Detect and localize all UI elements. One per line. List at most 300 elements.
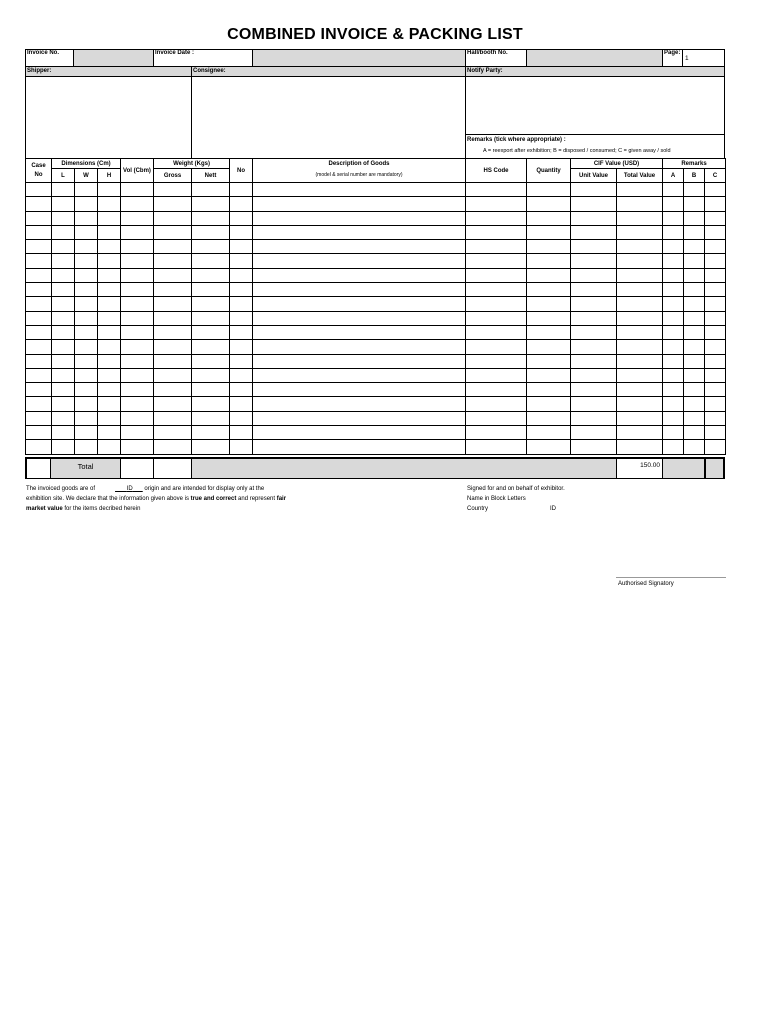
table-cell[interactable] [192,383,230,397]
table-cell[interactable] [705,183,726,197]
table-cell[interactable] [75,325,98,339]
table-cell[interactable] [75,411,98,425]
table-cell[interactable] [154,183,192,197]
table-cell[interactable] [75,426,98,440]
table-cell[interactable] [52,368,75,382]
table-cell[interactable] [253,325,466,339]
table-cell[interactable] [705,254,726,268]
table-cell[interactable] [663,354,684,368]
table-cell[interactable] [98,283,121,297]
table-cell[interactable] [253,197,466,211]
table-cell[interactable] [52,411,75,425]
table-cell[interactable] [26,197,52,211]
table-cell[interactable] [26,440,52,454]
table-cell[interactable] [154,254,192,268]
table-cell[interactable] [26,383,52,397]
table-cell[interactable] [26,225,52,239]
table-cell[interactable] [230,225,253,239]
table-cell[interactable] [617,240,663,254]
table-cell[interactable] [253,354,466,368]
table-cell[interactable] [617,368,663,382]
table-cell[interactable] [253,268,466,282]
table-cell[interactable] [466,426,527,440]
table-cell[interactable] [52,283,75,297]
table-cell[interactable] [684,283,705,297]
table-cell[interactable] [617,283,663,297]
table-cell[interactable] [192,211,230,225]
table-cell[interactable] [527,254,571,268]
table-cell[interactable] [253,283,466,297]
table-cell[interactable] [705,325,726,339]
table-cell[interactable] [52,254,75,268]
table-cell[interactable] [154,426,192,440]
table-cell[interactable] [98,426,121,440]
table-cell[interactable] [684,426,705,440]
table-cell[interactable] [466,383,527,397]
table-cell[interactable] [527,354,571,368]
table-cell[interactable] [98,183,121,197]
table-cell[interactable] [98,440,121,454]
table-cell[interactable] [527,225,571,239]
table-cell[interactable] [684,383,705,397]
table-cell[interactable] [230,311,253,325]
table-cell[interactable] [705,354,726,368]
table-cell[interactable] [98,354,121,368]
table-cell[interactable] [75,440,98,454]
table-cell[interactable] [705,268,726,282]
table-cell[interactable] [98,311,121,325]
table-cell[interactable] [527,440,571,454]
table-cell[interactable] [705,197,726,211]
table-cell[interactable] [230,426,253,440]
table-cell[interactable] [253,254,466,268]
table-cell[interactable] [663,325,684,339]
shipper-field[interactable] [26,77,191,158]
table-cell[interactable] [52,225,75,239]
table-cell[interactable] [121,283,154,297]
table-cell[interactable] [192,297,230,311]
table-cell[interactable] [154,368,192,382]
table-cell[interactable] [571,254,617,268]
table-cell[interactable] [192,197,230,211]
table-cell[interactable] [663,268,684,282]
table-cell[interactable] [192,183,230,197]
table-cell[interactable] [26,426,52,440]
table-cell[interactable] [527,283,571,297]
table-cell[interactable] [527,411,571,425]
table-cell[interactable] [26,183,52,197]
table-cell[interactable] [617,383,663,397]
table-cell[interactable] [466,268,527,282]
table-cell[interactable] [466,311,527,325]
table-cell[interactable] [571,183,617,197]
table-cell[interactable] [230,211,253,225]
table-cell[interactable] [154,440,192,454]
table-cell[interactable] [52,426,75,440]
table-cell[interactable] [253,340,466,354]
table-cell[interactable] [154,325,192,339]
table-cell[interactable] [663,283,684,297]
table-cell[interactable] [571,283,617,297]
table-cell[interactable] [52,354,75,368]
table-cell[interactable] [121,354,154,368]
invoice-no-field[interactable] [74,50,153,66]
table-cell[interactable] [98,211,121,225]
table-cell[interactable] [75,254,98,268]
table-cell[interactable] [192,340,230,354]
table-cell[interactable] [154,354,192,368]
table-cell[interactable] [121,325,154,339]
table-cell[interactable] [52,397,75,411]
table-cell[interactable] [705,397,726,411]
table-cell[interactable] [527,240,571,254]
table-cell[interactable] [617,211,663,225]
table-cell[interactable] [154,311,192,325]
table-cell[interactable] [571,311,617,325]
table-cell[interactable] [684,411,705,425]
table-cell[interactable] [663,440,684,454]
table-cell[interactable] [98,340,121,354]
table-cell[interactable] [121,397,154,411]
table-cell[interactable] [617,411,663,425]
table-cell[interactable] [684,368,705,382]
table-cell[interactable] [684,440,705,454]
table-cell[interactable] [230,354,253,368]
table-cell[interactable] [527,383,571,397]
table-cell[interactable] [663,254,684,268]
table-cell[interactable] [52,211,75,225]
table-cell[interactable] [98,240,121,254]
table-cell[interactable] [154,197,192,211]
table-cell[interactable] [192,411,230,425]
table-cell[interactable] [52,297,75,311]
table-cell[interactable] [617,225,663,239]
table-cell[interactable] [230,340,253,354]
table-cell[interactable] [253,383,466,397]
table-cell[interactable] [466,397,527,411]
consignee-field[interactable] [192,77,465,158]
table-cell[interactable] [705,440,726,454]
table-cell[interactable] [121,426,154,440]
table-cell[interactable] [98,325,121,339]
table-cell[interactable] [230,197,253,211]
table-cell[interactable] [98,254,121,268]
table-cell[interactable] [466,254,527,268]
table-cell[interactable] [192,397,230,411]
table-cell[interactable] [192,325,230,339]
table-cell[interactable] [705,297,726,311]
table-cell[interactable] [98,368,121,382]
table-cell[interactable] [75,197,98,211]
table-cell[interactable] [253,297,466,311]
table-cell[interactable] [617,340,663,354]
invoice-date-field[interactable] [253,50,465,66]
table-cell[interactable] [121,225,154,239]
table-cell[interactable] [230,411,253,425]
table-cell[interactable] [75,340,98,354]
table-cell[interactable] [192,354,230,368]
table-cell[interactable] [98,297,121,311]
table-cell[interactable] [617,397,663,411]
table-cell[interactable] [527,325,571,339]
table-cell[interactable] [571,397,617,411]
table-cell[interactable] [527,426,571,440]
table-cell[interactable] [684,325,705,339]
table-cell[interactable] [617,254,663,268]
table-cell[interactable] [253,440,466,454]
table-cell[interactable] [705,225,726,239]
table-cell[interactable] [26,283,52,297]
table-cell[interactable] [52,340,75,354]
table-cell[interactable] [26,268,52,282]
table-cell[interactable] [253,311,466,325]
table-cell[interactable] [663,383,684,397]
table-cell[interactable] [192,268,230,282]
table-cell[interactable] [192,426,230,440]
table-cell[interactable] [230,368,253,382]
table-cell[interactable] [230,383,253,397]
table-cell[interactable] [154,297,192,311]
table-cell[interactable] [26,340,52,354]
table-cell[interactable] [253,411,466,425]
table-cell[interactable] [617,197,663,211]
table-cell[interactable] [26,297,52,311]
table-cell[interactable] [663,368,684,382]
table-cell[interactable] [154,240,192,254]
table-cell[interactable] [617,354,663,368]
table-cell[interactable] [154,283,192,297]
table-cell[interactable] [663,183,684,197]
table-cell[interactable] [684,397,705,411]
table-cell[interactable] [98,268,121,282]
table-cell[interactable] [154,340,192,354]
table-cell[interactable] [230,268,253,282]
table-cell[interactable] [571,297,617,311]
table-cell[interactable] [52,240,75,254]
table-cell[interactable] [98,397,121,411]
hall-booth-field[interactable] [527,50,662,66]
table-cell[interactable] [26,240,52,254]
table-cell[interactable] [466,340,527,354]
table-cell[interactable] [466,440,527,454]
table-cell[interactable] [52,183,75,197]
table-cell[interactable] [26,254,52,268]
table-cell[interactable] [52,197,75,211]
table-cell[interactable] [466,225,527,239]
table-cell[interactable] [121,383,154,397]
table-cell[interactable] [617,183,663,197]
table-cell[interactable] [253,397,466,411]
table-cell[interactable] [230,297,253,311]
table-cell[interactable] [230,283,253,297]
table-cell[interactable] [684,297,705,311]
table-cell[interactable] [75,225,98,239]
table-cell[interactable] [571,240,617,254]
table-cell[interactable] [192,311,230,325]
table-cell[interactable] [52,383,75,397]
table-cell[interactable] [98,197,121,211]
table-cell[interactable] [663,225,684,239]
table-cell[interactable] [98,383,121,397]
table-cell[interactable] [98,225,121,239]
table-cell[interactable] [527,268,571,282]
table-cell[interactable] [192,254,230,268]
table-cell[interactable] [663,411,684,425]
table-cell[interactable] [230,254,253,268]
table-cell[interactable] [684,340,705,354]
table-cell[interactable] [571,368,617,382]
table-cell[interactable] [705,411,726,425]
table-cell[interactable] [75,283,98,297]
table-cell[interactable] [527,340,571,354]
table-cell[interactable] [571,325,617,339]
table-cell[interactable] [26,411,52,425]
table-cell[interactable] [705,311,726,325]
table-cell[interactable] [192,283,230,297]
table-cell[interactable] [121,340,154,354]
table-cell[interactable] [253,211,466,225]
table-cell[interactable] [527,368,571,382]
table-cell[interactable] [75,240,98,254]
table-cell[interactable] [617,426,663,440]
table-cell[interactable] [52,311,75,325]
table-cell[interactable] [663,397,684,411]
table-cell[interactable] [121,297,154,311]
table-cell[interactable] [705,426,726,440]
table-cell[interactable] [466,368,527,382]
table-cell[interactable] [466,354,527,368]
table-cell[interactable] [571,354,617,368]
table-cell[interactable] [684,211,705,225]
table-cell[interactable] [192,440,230,454]
table-cell[interactable] [121,311,154,325]
table-cell[interactable] [192,368,230,382]
table-cell[interactable] [26,325,52,339]
table-cell[interactable] [253,426,466,440]
table-cell[interactable] [684,197,705,211]
table-cell[interactable] [684,268,705,282]
table-cell[interactable] [663,211,684,225]
table-cell[interactable] [527,397,571,411]
table-cell[interactable] [527,297,571,311]
table-cell[interactable] [121,411,154,425]
table-cell[interactable] [466,297,527,311]
table-cell[interactable] [253,368,466,382]
table-cell[interactable] [466,325,527,339]
table-cell[interactable] [230,183,253,197]
table-cell[interactable] [705,340,726,354]
table-cell[interactable] [663,426,684,440]
table-cell[interactable] [663,197,684,211]
table-cell[interactable] [705,368,726,382]
table-cell[interactable] [617,297,663,311]
table-cell[interactable] [230,240,253,254]
table-cell[interactable] [684,354,705,368]
table-cell[interactable] [26,311,52,325]
table-cell[interactable] [230,397,253,411]
table-cell[interactable] [75,311,98,325]
table-cell[interactable] [26,354,52,368]
table-cell[interactable] [705,211,726,225]
table-cell[interactable] [684,311,705,325]
table-cell[interactable] [121,368,154,382]
table-cell[interactable] [466,197,527,211]
table-cell[interactable] [75,297,98,311]
table-cell[interactable] [154,268,192,282]
table-cell[interactable] [466,183,527,197]
table-cell[interactable] [466,283,527,297]
table-cell[interactable] [75,397,98,411]
table-cell[interactable] [75,383,98,397]
table-cell[interactable] [121,183,154,197]
table-cell[interactable] [684,254,705,268]
table-cell[interactable] [253,240,466,254]
table-cell[interactable] [571,268,617,282]
table-cell[interactable] [26,397,52,411]
table-cell[interactable] [617,325,663,339]
table-cell[interactable] [230,440,253,454]
table-cell[interactable] [121,211,154,225]
table-cell[interactable] [121,240,154,254]
table-cell[interactable] [121,440,154,454]
table-cell[interactable] [75,268,98,282]
table-cell[interactable] [253,225,466,239]
table-cell[interactable] [571,411,617,425]
table-cell[interactable] [192,225,230,239]
table-cell[interactable] [663,297,684,311]
table-cell[interactable] [121,254,154,268]
table-cell[interactable] [571,340,617,354]
table-cell[interactable] [663,240,684,254]
table-cell[interactable] [571,383,617,397]
table-cell[interactable] [466,411,527,425]
table-cell[interactable] [466,211,527,225]
table-cell[interactable] [26,211,52,225]
table-cell[interactable] [571,225,617,239]
table-cell[interactable] [527,311,571,325]
table-cell[interactable] [617,311,663,325]
table-cell[interactable] [52,325,75,339]
table-cell[interactable] [684,240,705,254]
table-cell[interactable] [705,240,726,254]
table-cell[interactable] [230,325,253,339]
table-cell[interactable] [26,368,52,382]
table-cell[interactable] [52,440,75,454]
table-cell[interactable] [98,411,121,425]
table-cell[interactable] [705,283,726,297]
table-cell[interactable] [571,197,617,211]
table-cell[interactable] [192,240,230,254]
table-cell[interactable] [527,197,571,211]
table-cell[interactable] [617,440,663,454]
table-cell[interactable] [684,183,705,197]
table-cell[interactable] [154,411,192,425]
table-cell[interactable] [466,240,527,254]
table-cell[interactable] [663,340,684,354]
table-cell[interactable] [527,183,571,197]
table-cell[interactable] [121,197,154,211]
table-cell[interactable] [154,397,192,411]
table-cell[interactable] [75,354,98,368]
table-cell[interactable] [154,211,192,225]
table-cell[interactable] [75,183,98,197]
table-cell[interactable] [617,268,663,282]
table-cell[interactable] [527,211,571,225]
table-cell[interactable] [121,268,154,282]
table-cell[interactable] [571,426,617,440]
notify-party-field[interactable] [466,77,724,134]
table-cell[interactable] [154,383,192,397]
